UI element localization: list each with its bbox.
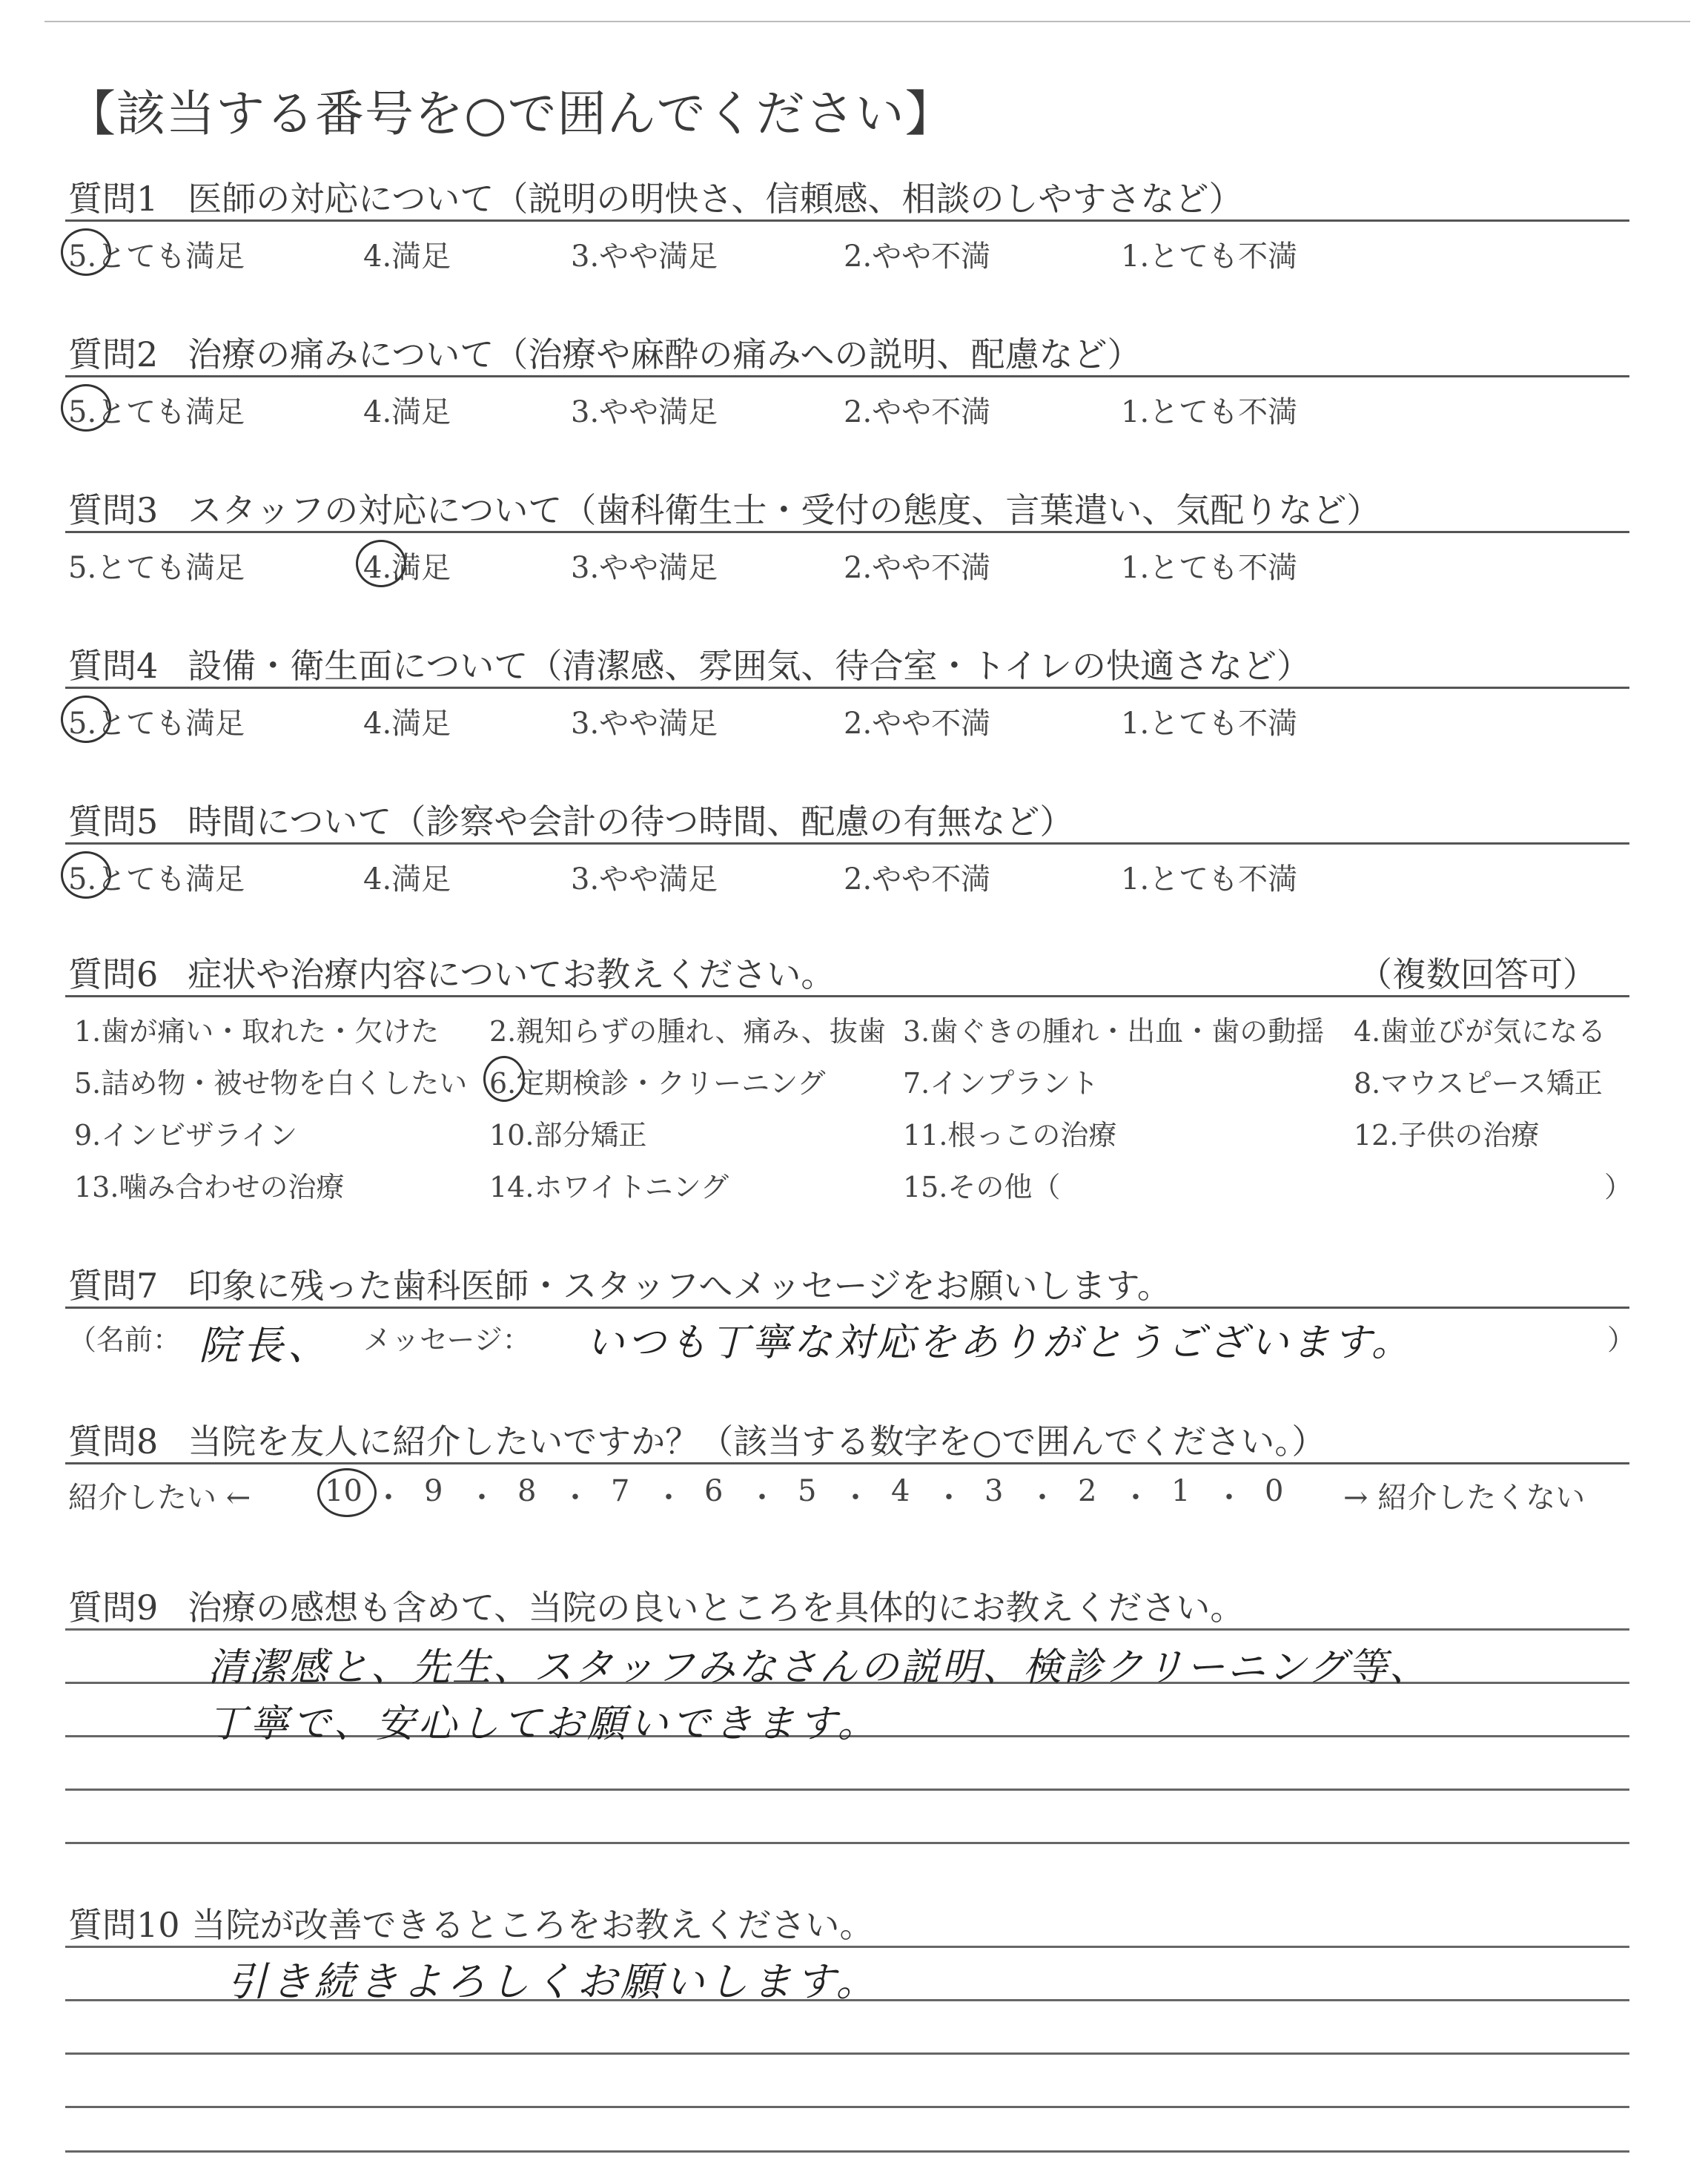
q8-right-label: → 紹介したくない <box>1343 1481 1586 1515</box>
q9-heading <box>68 1581 1244 1630</box>
q8-scale-1[interactable]: 1 <box>1171 1474 1191 1508</box>
q7-text: 印象に残った歯科医師・スタッフへメッセージをお願いします。 <box>188 1266 1171 1306</box>
q7-label: 質問7 <box>68 1266 159 1306</box>
q8-label: 質問8 <box>68 1421 159 1462</box>
q10-heading <box>68 1898 874 1947</box>
q5-label: 質問5 <box>68 802 159 842</box>
q6-option-6[interactable]: 6.定期検診・クリーニング <box>489 1067 826 1100</box>
q8-separator: ・ <box>934 1481 964 1515</box>
q5-option-1[interactable]: 1.とても不満 <box>1121 862 1298 896</box>
q8-selection-circle <box>317 1468 377 1517</box>
q7-name-label: （名前： <box>68 1324 182 1356</box>
q2-option-4[interactable]: 4.満足 <box>363 395 451 429</box>
q1-selection-circle <box>61 228 111 276</box>
q6-option-11[interactable]: 11.根っこの治療 <box>903 1119 1117 1152</box>
q3-selection-circle <box>356 540 406 587</box>
q5-text: 時間について（診察や会計の待つ時間、配慮の有無など） <box>188 802 1074 842</box>
q8-scale-6[interactable]: 6 <box>704 1474 724 1508</box>
q6-option-12[interactable]: 12.子供の治療 <box>1354 1119 1540 1152</box>
q6-option-5[interactable]: 5.詰め物・被せ物を白くしたい <box>74 1067 468 1100</box>
q5-option-5[interactable]: 5.とても満足 <box>68 862 245 896</box>
q2-heading <box>68 328 1141 377</box>
q1-heading <box>68 172 1243 221</box>
q8-scale-3[interactable]: 3 <box>984 1474 1004 1508</box>
q6-option-10[interactable]: 10.部分矯正 <box>489 1119 647 1152</box>
q1-option-1[interactable]: 1.とても不満 <box>1121 240 1298 274</box>
q8-scale-0[interactable]: 0 <box>1265 1474 1284 1508</box>
q1-option-5[interactable]: 5.とても満足 <box>68 240 245 274</box>
q3-option-4[interactable]: 4.満足 <box>363 551 451 585</box>
q4-selection-circle <box>61 696 111 743</box>
q7-close: ） <box>1607 1324 1636 1356</box>
page-title: 【該当する番号を○で囲んでください】 <box>67 85 955 142</box>
q6-other-close: ） <box>1604 1171 1633 1203</box>
q2-selection-circle <box>61 384 111 432</box>
q7-rule <box>65 1307 1629 1309</box>
q8-scale-10[interactable]: 10 <box>325 1474 363 1508</box>
q8-separator: ・ <box>467 1481 497 1515</box>
q6-option-9[interactable]: 9.インビザライン <box>74 1119 298 1152</box>
q8-scale-7[interactable]: 7 <box>611 1474 630 1508</box>
q5-option-2[interactable]: 2.やや不満 <box>844 862 991 896</box>
q8-scale-2[interactable]: 2 <box>1078 1474 1097 1508</box>
q1-option-3[interactable]: 3.やや満足 <box>571 240 718 274</box>
q8-scale-5[interactable]: 5 <box>798 1474 817 1508</box>
q6-option-14[interactable]: 14.ホワイトニング <box>489 1171 729 1203</box>
q3-option-5[interactable]: 5.とても満足 <box>68 551 245 585</box>
q1-label: 質問1 <box>68 179 159 219</box>
q10-line-2 <box>65 2052 1629 2055</box>
q4-option-5[interactable]: 5.とても満足 <box>68 707 245 741</box>
q10-label: 質問10 <box>68 1905 180 1945</box>
q4-text: 設備・衛生面について（清潔感、雰囲気、待合室・トイレの快適さなど） <box>188 646 1311 686</box>
q4-option-2[interactable]: 2.やや不満 <box>844 707 991 741</box>
q2-label: 質問2 <box>68 334 159 374</box>
q1-option-4[interactable]: 4.満足 <box>363 240 451 274</box>
q8-separator: ・ <box>654 1481 683 1515</box>
q2-option-1[interactable]: 1.とても不満 <box>1121 395 1298 429</box>
q9-text: 治療の感想も含めて、当院の良いところを具体的にお教えください。 <box>188 1588 1245 1628</box>
q6-option-2[interactable]: 2.親知らずの腫れ、痛み、抜歯 <box>489 1015 886 1048</box>
q1-rule <box>65 219 1629 222</box>
q8-scale-8[interactable]: 8 <box>517 1474 537 1508</box>
top-border <box>44 21 1690 22</box>
q1-option-2[interactable]: 2.やや不満 <box>844 240 991 274</box>
q6-heading <box>68 948 835 997</box>
q5-rule <box>65 842 1629 845</box>
q6-option-4[interactable]: 4.歯並びが気になる <box>1354 1015 1606 1048</box>
q6-option-3[interactable]: 3.歯ぐきの腫れ・出血・歯の動揺 <box>903 1015 1325 1048</box>
q3-heading <box>68 483 1380 532</box>
q4-option-4[interactable]: 4.満足 <box>363 707 451 741</box>
q1-text: 医師の対応について（説明の明快さ、信頼感、相談のしやすさなど） <box>188 179 1243 219</box>
q6-option-15[interactable]: 15.その他（ <box>903 1171 1061 1203</box>
q7-heading <box>68 1259 1171 1308</box>
q2-option-3[interactable]: 3.やや満足 <box>571 395 718 429</box>
q3-option-2[interactable]: 2.やや不満 <box>844 551 991 585</box>
q6-rule <box>65 995 1629 997</box>
q5-heading <box>68 795 1073 844</box>
q9-line-4 <box>65 1842 1629 1844</box>
q8-scale-4[interactable]: 4 <box>891 1474 910 1508</box>
q3-text: スタッフの対応について（歯科衛生士・受付の態度、言葉遣い、気配りなど） <box>188 490 1381 530</box>
q6-option-1[interactable]: 1.歯が痛い・取れた・欠けた <box>74 1015 440 1048</box>
q9-line-3 <box>65 1789 1629 1791</box>
q8-heading <box>68 1415 1325 1464</box>
q3-option-1[interactable]: 1.とても不満 <box>1121 551 1298 585</box>
q8-separator: ・ <box>1121 1481 1151 1515</box>
q7-message-value: いつも丁寧な対応をありがとうございます。 <box>586 1321 1413 1365</box>
q6-option-8[interactable]: 8.マウスピース矯正 <box>1354 1067 1603 1100</box>
q4-rule <box>65 687 1629 689</box>
q6-selection-circle <box>483 1056 525 1102</box>
q8-scale-9[interactable]: 9 <box>424 1474 443 1508</box>
q6-note: （複数回答可） <box>1358 954 1597 994</box>
q8-separator: ・ <box>841 1481 870 1515</box>
q7-message-label: メッセージ： <box>363 1324 531 1356</box>
q10-answer-line-1: 引き続きよろしくお願いします。 <box>227 1958 880 2005</box>
q2-text: 治療の痛みについて（治療や麻酔の痛みへの説明、配慮など） <box>188 334 1142 374</box>
q7-name-value: 院長、 <box>199 1322 332 1369</box>
q8-separator: ・ <box>747 1481 777 1515</box>
q2-rule <box>65 375 1629 377</box>
q4-option-3[interactable]: 3.やや満足 <box>571 707 718 741</box>
q10-line-3 <box>65 2106 1629 2108</box>
q9-label: 質問9 <box>68 1588 159 1628</box>
q8-separator: ・ <box>1214 1481 1244 1515</box>
q9-answer-line-2: 丁寧で、安心してお願いできます。 <box>208 1702 880 1746</box>
q9-line-0 <box>65 1628 1629 1631</box>
q3-rule <box>65 531 1629 533</box>
q10-text: 当院が改善できるところをお教えください。 <box>191 1905 874 1945</box>
q8-separator: ・ <box>1027 1481 1057 1515</box>
q6-option-13[interactable]: 13.噛み合わせの治療 <box>74 1171 345 1203</box>
q6-text: 症状や治療内容についてお教えください。 <box>188 954 835 994</box>
q4-label: 質問4 <box>68 646 159 686</box>
q5-selection-circle <box>61 851 111 899</box>
q3-label: 質問3 <box>68 490 159 530</box>
q9-answer-line-1: 清潔感と、先生、スタッフみなさんの説明、検診クリーニング等、 <box>208 1645 1430 1690</box>
q8-left-label: 紹介したい ← <box>68 1481 251 1515</box>
q8-separator: ・ <box>560 1481 590 1515</box>
q2-option-2[interactable]: 2.やや不満 <box>844 395 991 429</box>
q5-option-3[interactable]: 3.やや満足 <box>571 862 718 896</box>
q6-label: 質問6 <box>68 954 159 994</box>
q4-option-1[interactable]: 1.とても不満 <box>1121 707 1298 741</box>
q2-option-5[interactable]: 5.とても満足 <box>68 395 245 429</box>
q5-option-4[interactable]: 4.満足 <box>363 862 451 896</box>
q8-separator: ・ <box>374 1481 403 1515</box>
q3-option-3[interactable]: 3.やや満足 <box>571 551 718 585</box>
q6-option-7[interactable]: 7.インプラント <box>903 1067 1099 1100</box>
q4-heading <box>68 639 1311 688</box>
q8-rule <box>65 1462 1629 1464</box>
q10-line-4 <box>65 2150 1629 2153</box>
q8-text: 当院を友人に紹介したいですか？（該当する数字を○で囲んでください。） <box>188 1421 1326 1462</box>
q10-line-0 <box>65 1946 1629 1948</box>
